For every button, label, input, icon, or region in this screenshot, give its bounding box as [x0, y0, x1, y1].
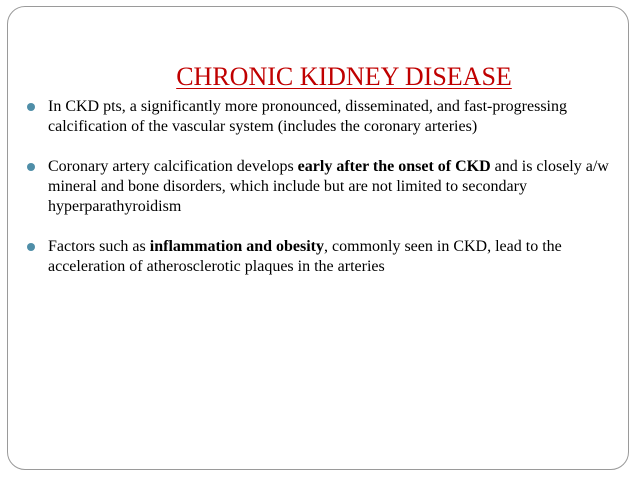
bullet-text: Factors such as	[48, 238, 150, 255]
bullet-dot-icon	[27, 103, 35, 111]
bullet-text: Coronary artery calcification develops	[48, 158, 298, 175]
bullet-text-bold: inflammation and obesity	[149, 238, 325, 255]
bullet-dot-icon	[27, 163, 35, 171]
bullet-dot-icon	[27, 243, 35, 251]
slide-title: CHRONIC KIDNEY DISEASE	[176, 62, 512, 91]
bullet-text: In CKD pts, a significantly more pronounced, disseminated, and fast-progressing calcification of the vascular system (includes the coronary arteries)	[48, 98, 567, 135]
bullet-item	[22, 237, 622, 277]
bullet-list	[22, 97, 622, 277]
bullet-item	[22, 157, 622, 217]
bullet-item	[22, 97, 622, 137]
bullet-text: and is closely a/w mineral and bone disorders, which include but are not limited to secondary hyperparathyroidism	[48, 158, 609, 215]
bullet-text-bold: early after the onset of CKD	[297, 158, 491, 175]
bullet-text: , commonly seen in CKD, lead to the acceleration of atherosclerotic plaques in the arteries	[48, 238, 562, 275]
